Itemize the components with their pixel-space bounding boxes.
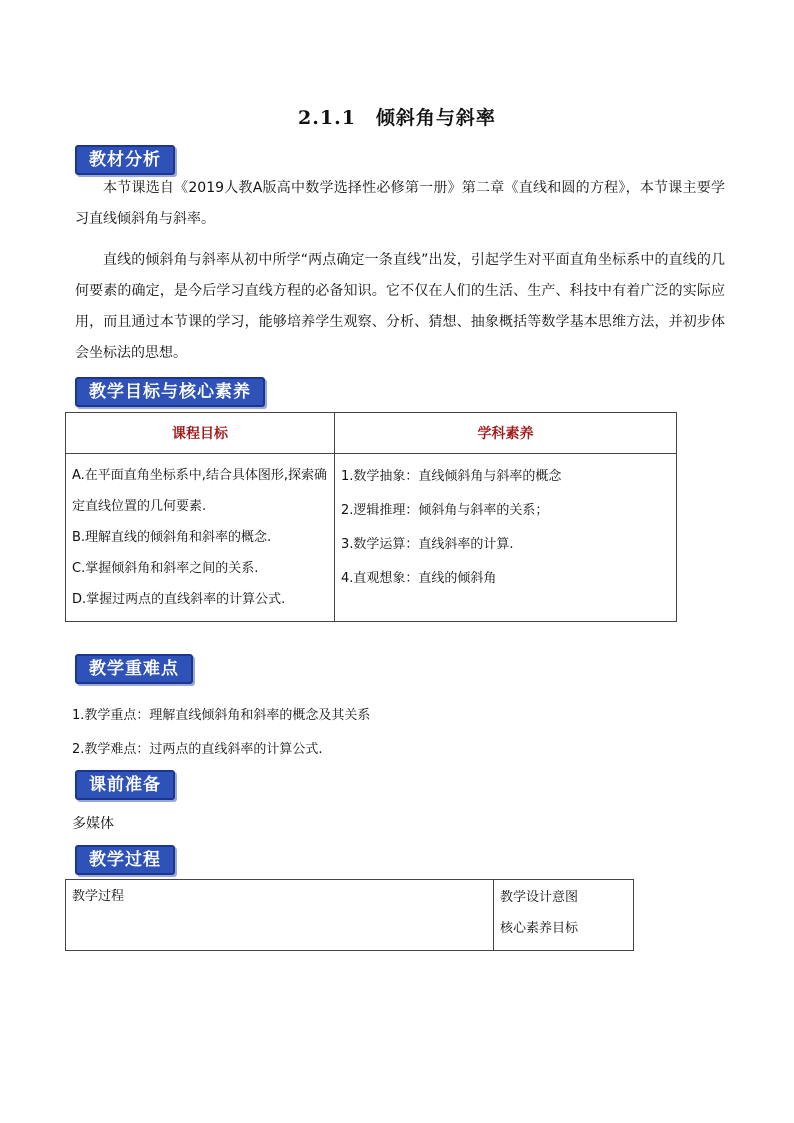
process-cell: 教学过程	[66, 880, 494, 951]
keypoint-focus: 1.教学重点：理解直线倾斜角和斜率的概念及其关系	[72, 708, 371, 723]
literacy-2: 2.逻辑推理：倾斜角与斜率的关系；	[341, 503, 549, 518]
section-badge-goals: 教学目标与核心素养	[75, 377, 265, 407]
section-badge-keypoints: 教学重难点	[75, 654, 193, 684]
section-badge-analysis: 教材分析	[75, 145, 175, 175]
page-title: 2.1.1 倾斜角与斜率	[298, 107, 496, 129]
keypoint-difficulty: 2.教学难点：过两点的直线斜率的计算公式.	[72, 742, 323, 757]
analysis-paragraph-2: 直线的倾斜角与斜率从初中所学“两点确定一条直线”出发，引起学生对平面直角坐标系中的直线的几何要素的确定，是今后学习直线方程的必备知识。它不仅在人们的生活、生产、科技中有着广泛的实际应用，而且通过本节课的学习，能够培养学生观察、分析、猜想、抽象概括等数学基本思维方法，并初步体会坐标法的思想。	[75, 252, 725, 361]
objective-d: D.掌握过两点的直线斜率的计算公式.	[72, 592, 286, 607]
literacy-4: 4.直观想象：直线的倾斜角	[341, 571, 497, 586]
header-course-goals: 课程目标	[66, 413, 335, 454]
objective-c: C.掌握倾斜角和斜率之间的关系.	[72, 561, 259, 576]
design-intent-cell	[494, 880, 634, 951]
objective-a: A.在平面直角坐标系中,结合具体图形,探索确定直线位置的几何要素.	[72, 468, 328, 514]
core-literacy-label: 核心素养目标	[500, 921, 579, 936]
objective-b: B.理解直线的倾斜角和斜率的概念.	[72, 530, 272, 545]
header-subject-literacy: 学科素养	[335, 413, 677, 454]
objectives-cell	[66, 454, 335, 622]
process-table	[65, 879, 634, 951]
section-badge-prep: 课前准备	[75, 770, 175, 800]
analysis-paragraph-1: 本节课选自《2019人教A版高中数学选择性必修第一册》第二章《直线和圆的方程》，本节课主要学习直线倾斜角与斜率。	[75, 180, 725, 227]
design-intent-label: 教学设计意图	[500, 890, 579, 905]
literacy-3: 3.数学运算：直线斜率的计算.	[341, 537, 514, 552]
literacies-cell	[335, 454, 677, 622]
prep-text: 多媒体	[72, 816, 114, 832]
goals-table	[65, 412, 677, 622]
literacy-1: 1.数学抽象：直线倾斜角与斜率的概念	[341, 469, 562, 484]
section-badge-process: 教学过程	[75, 845, 175, 875]
